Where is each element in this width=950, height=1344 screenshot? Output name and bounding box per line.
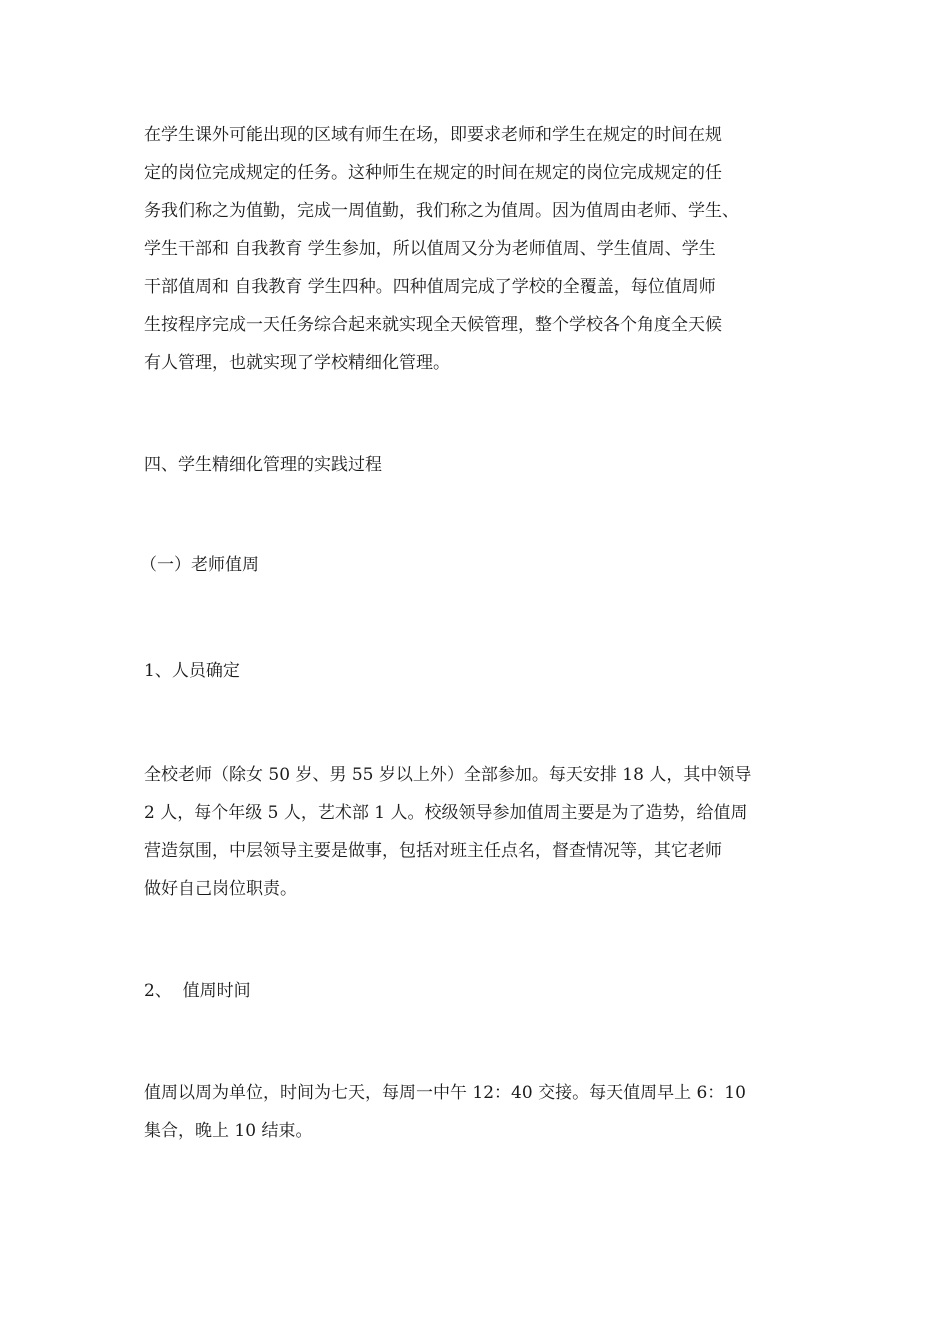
- text-line: 2 人，每个年级 5 人，艺术部 1 人。校级领导参加值周主要是为了造势，给值周: [144, 803, 748, 823]
- subsection-heading: （一）老师值周: [140, 555, 259, 575]
- text-line: 学生干部和 自我教育 学生参加，所以值周又分为老师值周、学生值周、学生: [144, 239, 716, 259]
- text-line: 营造氛围，中层领导主要是做事，包括对班主任点名，督查情况等，其它老师: [144, 841, 722, 861]
- item-heading-personnel: 1、人员确定: [144, 661, 240, 681]
- paragraph-duty-overview: [144, 116, 814, 382]
- text-line: 在学生课外可能出现的区域有师生在场，即要求老师和学生在规定的时间在规: [144, 125, 722, 145]
- text-line: 值周以周为单位，时间为七天，每周一中午 12：40 交接。每天值周早上 6：10: [144, 1083, 746, 1103]
- text-line: 做好自己岗位职责。: [144, 879, 297, 899]
- text-line: 集合，晚上 10 结束。: [144, 1121, 313, 1141]
- text-line: 定的岗位完成规定的任务。这种师生在规定的时间在规定的岗位完成规定的任: [144, 163, 722, 183]
- text-line: 生按程序完成一天任务综合起来就实现全天候管理，整个学校各个角度全天候: [144, 315, 722, 335]
- paragraph-personnel: [144, 756, 814, 908]
- text-line: 全校老师（除女 50 岁、男 55 岁以上外）全部参加。每天安排 18 人，其中领导: [144, 765, 752, 785]
- text-line: 有人管理，也就实现了学校精细化管理。: [144, 353, 450, 373]
- text-line: 干部值周和 自我教育 学生四种。四种值周完成了学校的全覆盖，每位值周师: [144, 277, 716, 297]
- section-heading: 四、学生精细化管理的实践过程: [144, 455, 382, 475]
- paragraph-duty-time: [144, 1074, 814, 1150]
- text-line: 务我们称之为值勤，完成一周值勤，我们称之为值周。因为值周由老师、学生、: [144, 201, 739, 221]
- item-heading-duty-time: 2、 值周时间: [144, 981, 251, 1001]
